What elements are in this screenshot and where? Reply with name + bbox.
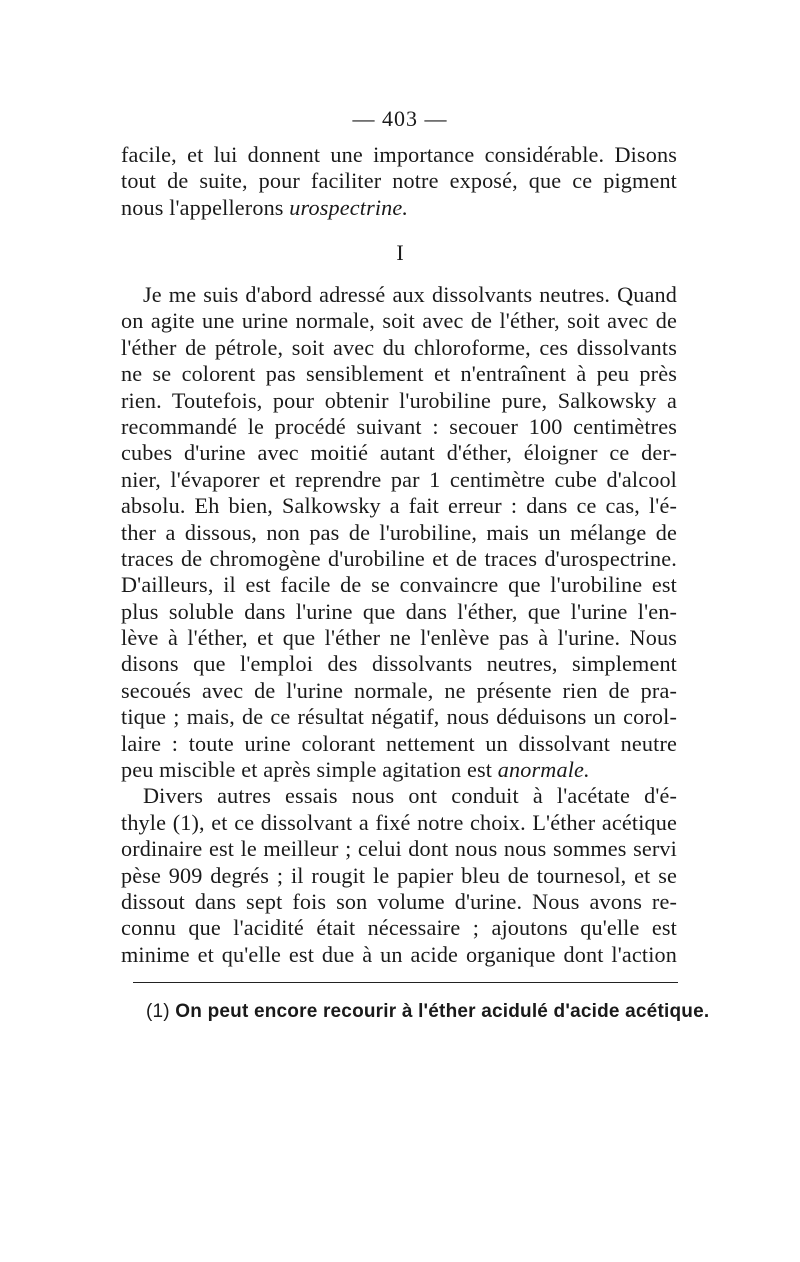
text-line: ne se colorent pas sensiblement et n'entraînent à peu près	[121, 361, 677, 387]
text-line: plus soluble dans l'urine que dans l'éther, que l'urine l'en-	[121, 598, 677, 624]
text-line: ther a dissous, non pas de l'urobiline, mais un mélange de	[121, 519, 677, 545]
text-line: ordinaire est le meilleur ; celui dont nous nous sommes servi	[121, 836, 677, 862]
text-line: traces de chromogène d'urobiline et de traces d'urospectrine.	[121, 545, 677, 571]
page-number: — 403 —	[352, 106, 448, 131]
text-line: D'ailleurs, il est facile de se convaincre que l'urobiline est	[121, 572, 677, 598]
paragraph-2	[121, 783, 677, 968]
footnote-text: On peut encore recourir à l'éther acidulé d'acide acétique.	[169, 1001, 710, 1022]
text-line	[121, 757, 677, 783]
text-line: secoués avec de l'urine normale, ne présente rien de pra-	[121, 677, 677, 703]
text-span: nous l'appellerons	[121, 194, 290, 220]
main-text	[121, 282, 677, 968]
emphasized-term: urospectrine.	[289, 194, 409, 220]
text-line: facile, et lui donnent une importance considérable. Disons	[121, 142, 677, 167]
text-line: nier, l'évaporer et reprendre par 1 centimètre cube d'alcool	[121, 466, 677, 492]
footnote-divider	[133, 982, 678, 983]
paragraph-1	[121, 282, 677, 783]
emphasized-term: anormale.	[497, 757, 590, 783]
text-line: pèse 909 degrés ; il rougit le papier bleu de tournesol, et se	[121, 862, 677, 888]
text-line	[121, 195, 677, 221]
text-line: tout de suite, pour faciliter notre exposé, que ce pigment	[121, 168, 677, 194]
text-line: laire : toute urine colorant nettement un dissolvant neutre	[121, 730, 677, 756]
text-line: Divers autres essais nous ont conduit à l'acétate d'é-	[143, 783, 677, 809]
text-line: connu que l'acidité était nécessaire ; ajoutons qu'elle est	[121, 915, 677, 941]
text-line: tique ; mais, de ce résultat négatif, nous déduisons un corol-	[121, 704, 677, 730]
text-line: rien. Toutefois, pour obtenir l'urobiline pure, Salkowsky a	[121, 387, 677, 413]
text-line: dissout dans sept fois son volume d'urine. Nous avons re-	[121, 888, 677, 914]
text-line: minime et qu'elle est due à un acide organique dont l'action	[121, 941, 677, 967]
footnote	[146, 1000, 710, 1024]
section-heading: I	[396, 240, 404, 265]
text-line: lève à l'éther, et que l'éther ne l'enlève pas à l'urine. Nous	[121, 625, 677, 651]
text-line: thyle (1), et ce dissolvant a fixé notre choix. L'éther acétique	[121, 809, 677, 835]
footnote-mark: (1)	[146, 1001, 170, 1022]
text-line: on agite une urine normale, soit avec de l'éther, soit avec de	[121, 308, 677, 334]
text-line: recommandé le procédé suivant : secouer 100 centimètres	[121, 413, 677, 439]
intro-paragraph	[121, 142, 677, 221]
text-line: disons que l'emploi des dissolvants neutres, simplement	[121, 651, 677, 677]
text-line: Je me suis d'abord adressé aux dissolvants neutres. Quand	[143, 282, 677, 307]
text-line: cubes d'urine avec moitié autant d'éther, éloigner ce der-	[121, 440, 677, 466]
text-span: peu miscible et après simple agitation est	[121, 757, 498, 783]
text-line: l'éther de pétrole, soit avec du chloroforme, ces dissolvants	[121, 334, 677, 360]
text-line: absolu. Eh bien, Salkowsky a fait erreur : dans ce cas, l'é-	[121, 493, 677, 519]
